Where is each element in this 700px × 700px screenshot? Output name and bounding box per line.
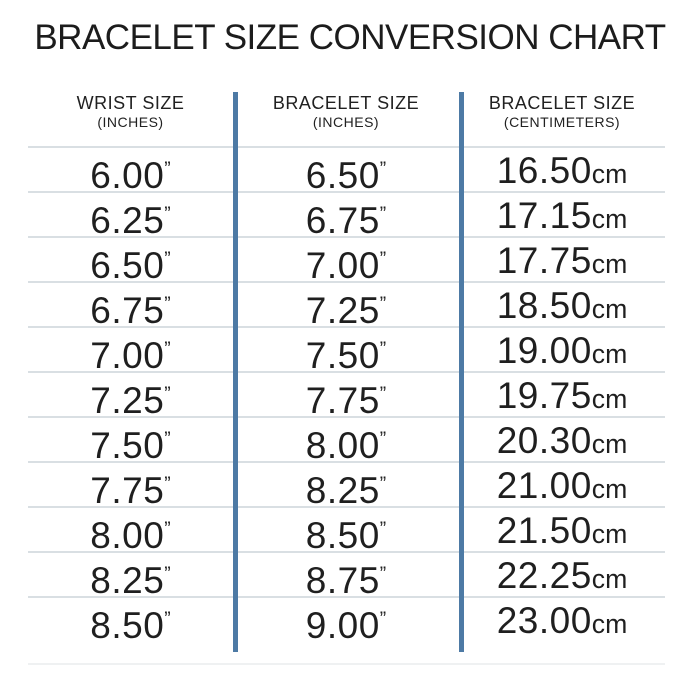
bracelet-size-cm-cell	[459, 554, 665, 601]
size-value: 9.00	[305, 605, 380, 646]
inch-mark: ”	[379, 204, 387, 225]
size-value: 7.50	[90, 425, 165, 466]
inch-mark: ”	[379, 564, 387, 585]
bracelet-size-cm-cell	[459, 599, 665, 646]
bracelet-size-cm-cell	[459, 149, 665, 196]
table-row	[28, 146, 665, 196]
cm-unit-label: cm	[591, 249, 628, 279]
table-row	[28, 236, 665, 286]
cm-unit-label: cm	[591, 474, 628, 504]
size-value: 6.75	[305, 200, 380, 241]
inch-mark: ”	[164, 564, 171, 585]
inch-mark: ”	[379, 159, 387, 180]
bracelet-size-cm-cell	[459, 464, 665, 511]
size-value: 6.75	[90, 290, 165, 331]
size-value: 6.25	[90, 200, 165, 241]
size-value: 19.00	[496, 330, 592, 371]
bracelet-size-cm-cell	[459, 509, 665, 556]
size-value: 6.50	[305, 155, 380, 196]
size-value: 8.50	[305, 515, 380, 556]
inch-mark: ”	[379, 609, 387, 630]
size-value: 7.00	[305, 245, 380, 286]
table-row	[28, 326, 665, 376]
wrist-size-inches-cell	[28, 238, 233, 287]
bracelet-size-cm-cell	[459, 239, 665, 286]
conversion-table-body	[28, 146, 665, 646]
header-unit-label: (INCHES)	[312, 114, 380, 130]
size-value: 8.75	[305, 560, 380, 601]
bottom-divider	[28, 663, 665, 665]
conversion-table	[28, 92, 665, 646]
cm-unit-label: cm	[591, 429, 628, 459]
size-value: 6.50	[90, 245, 165, 286]
size-value: 21.50	[496, 510, 592, 551]
inch-mark: ”	[379, 384, 387, 405]
table-row	[28, 596, 665, 646]
size-value: 7.75	[90, 470, 165, 511]
table-row	[28, 281, 665, 331]
inch-mark: ”	[379, 249, 387, 270]
size-value: 18.50	[496, 285, 592, 326]
size-value: 16.50	[496, 150, 592, 191]
size-value: 7.00	[90, 335, 165, 376]
wrist-size-inches-cell	[28, 553, 233, 602]
bracelet-size-cm-cell	[459, 374, 665, 421]
header-bracelet-size-centimeters	[459, 92, 665, 146]
bracelet-size-inches-cell	[233, 238, 459, 287]
header-unit-label: (INCHES)	[97, 114, 164, 130]
inch-mark: ”	[164, 159, 171, 180]
bracelet-size-cm-cell	[459, 419, 665, 466]
inch-mark: ”	[379, 294, 387, 315]
column-divider-2	[459, 92, 464, 652]
table-header-row	[28, 92, 665, 146]
header-label: BRACELET SIZE	[488, 93, 636, 113]
size-value: 6.00	[90, 155, 165, 196]
table-row	[28, 461, 665, 511]
size-value: 7.25	[305, 290, 380, 331]
table-row	[28, 551, 665, 601]
inch-mark: ”	[164, 339, 171, 360]
bracelet-size-inches-cell	[233, 193, 459, 242]
bracelet-size-inches-cell	[233, 148, 459, 197]
inch-mark: ”	[164, 609, 171, 630]
bracelet-size-inches-cell	[233, 553, 459, 602]
inch-mark: ”	[379, 429, 387, 450]
table-row	[28, 506, 665, 556]
size-value: 17.15	[496, 195, 592, 236]
wrist-size-inches-cell	[28, 328, 233, 377]
wrist-size-inches-cell	[28, 373, 233, 422]
cm-unit-label: cm	[591, 519, 628, 549]
wrist-size-inches-cell	[28, 193, 233, 242]
wrist-size-inches-cell	[28, 283, 233, 332]
header-label: WRIST SIZE	[76, 93, 185, 113]
bracelet-size-cm-cell	[459, 194, 665, 241]
wrist-size-inches-cell	[28, 463, 233, 512]
inch-mark: ”	[379, 474, 387, 495]
cm-unit-label: cm	[591, 609, 628, 639]
size-value: 8.00	[305, 425, 380, 466]
cm-unit-label: cm	[591, 204, 628, 234]
bracelet-size-cm-cell	[459, 284, 665, 331]
size-value: 7.50	[305, 335, 380, 376]
size-value: 17.75	[496, 240, 592, 281]
column-divider-1	[233, 92, 238, 652]
size-value: 8.25	[305, 470, 380, 511]
inch-mark: ”	[379, 519, 387, 540]
inch-mark: ”	[379, 339, 387, 360]
size-value: 8.25	[90, 560, 165, 601]
bracelet-size-cm-cell	[459, 329, 665, 376]
page-title: BRACELET SIZE CONVERSION CHART	[34, 18, 666, 57]
table-row	[28, 191, 665, 241]
wrist-size-inches-cell	[28, 598, 233, 647]
size-value: 8.50	[90, 605, 165, 646]
header-bracelet-size-inches	[233, 92, 459, 146]
header-wrist-size-inches	[28, 92, 233, 146]
bracelet-size-inches-cell	[233, 598, 459, 647]
size-value: 7.75	[305, 380, 380, 421]
cm-unit-label: cm	[591, 384, 628, 414]
size-value: 23.00	[496, 600, 592, 641]
wrist-size-inches-cell	[28, 508, 233, 557]
size-value: 7.25	[90, 380, 165, 421]
size-value: 19.75	[496, 375, 592, 416]
bracelet-size-inches-cell	[233, 463, 459, 512]
cm-unit-label: cm	[591, 294, 628, 324]
inch-mark: ”	[164, 474, 171, 495]
table-row	[28, 371, 665, 421]
size-value: 20.30	[496, 420, 592, 461]
inch-mark: ”	[164, 384, 171, 405]
size-value: 8.00	[90, 515, 165, 556]
wrist-size-inches-cell	[28, 148, 233, 197]
bracelet-size-inches-cell	[233, 283, 459, 332]
table-row	[28, 416, 665, 466]
size-value: 22.25	[496, 555, 592, 596]
inch-mark: ”	[164, 429, 171, 450]
inch-mark: ”	[164, 249, 171, 270]
bracelet-size-inches-cell	[233, 418, 459, 467]
inch-mark: ”	[164, 519, 171, 540]
header-label: BRACELET SIZE	[272, 93, 420, 113]
inch-mark: ”	[164, 294, 171, 315]
cm-unit-label: cm	[591, 339, 628, 369]
bracelet-size-inches-cell	[233, 508, 459, 557]
cm-unit-label: cm	[591, 159, 628, 189]
cm-unit-label: cm	[591, 564, 628, 594]
header-unit-label: (CENTIMETERS)	[503, 114, 621, 130]
size-value: 21.00	[496, 465, 592, 506]
bracelet-size-inches-cell	[233, 373, 459, 422]
bracelet-size-inches-cell	[233, 328, 459, 377]
inch-mark: ”	[164, 204, 171, 225]
wrist-size-inches-cell	[28, 418, 233, 467]
